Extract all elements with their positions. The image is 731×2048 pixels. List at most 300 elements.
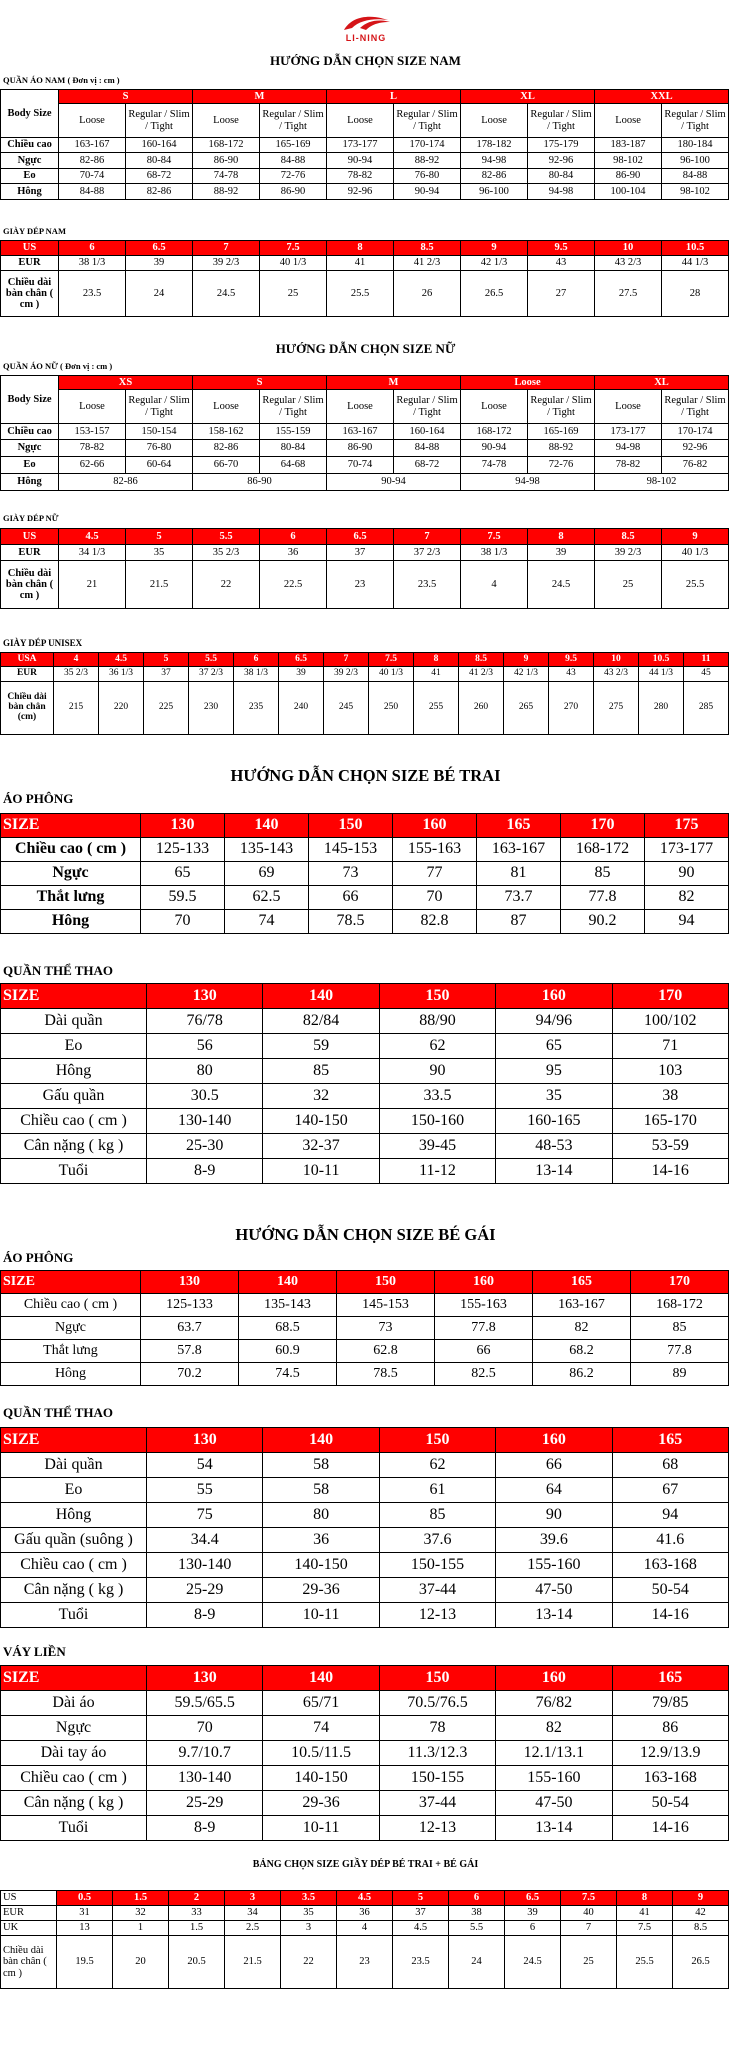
cell: 160 [496,984,612,1009]
table-row [1,184,729,200]
cell: 90-94 [394,184,461,200]
cell: 175 [645,814,729,838]
cell: 168-172 [193,138,260,153]
fit-regular-header: Regular / Slim / Tight [394,104,461,138]
cell: 37-44 [379,1791,495,1816]
cell: 11-12 [379,1159,495,1184]
cell: 94/96 [496,1009,612,1034]
cell: 23.5 [59,271,126,317]
cell: 130-140 [147,1553,263,1578]
body-size-header: Body Size [1,90,59,138]
cell: 9 [662,529,729,545]
cell: 21 [59,561,126,609]
cell: 40 1/3 [260,256,327,271]
table-row [1,153,729,169]
fit-loose-header: Loose [327,390,394,424]
cell: 135-143 [225,838,309,862]
women-apparel-label: QUẦN ÁO NỮ ( Đơn vị : cm ) [3,361,113,371]
cell: 78 [379,1716,495,1741]
table-row [1,1453,729,1478]
cell: 8-9 [147,1603,263,1628]
cell: 76/78 [147,1009,263,1034]
cell: 94-98 [461,153,528,169]
table-row [1,1159,729,1184]
row-label: Thắt lưng [1,1340,141,1363]
women-apparel-table [0,375,729,491]
cell: 80-84 [126,153,193,169]
cell: 140-150 [263,1553,379,1578]
cell: 7.5 [260,241,327,256]
cell: 82-86 [59,474,193,491]
cell: 145-153 [309,838,393,862]
boys-pants-label: QUẦN THỂ THAO [3,963,114,978]
size-header: S [193,376,327,390]
row-label: UK [1,1921,57,1936]
cell: 70-74 [327,457,394,474]
row-label: Chiều cao [1,138,59,153]
cell: 8-9 [147,1816,263,1841]
cell: 14-16 [612,1603,728,1628]
men-shoe-table [0,240,729,317]
cell: 89 [631,1363,729,1386]
cell: 35 [126,545,193,561]
cell: 82-86 [126,184,193,200]
cell: 68-72 [394,457,461,474]
cell: 170-174 [394,138,461,153]
cell: 285 [684,682,729,735]
fit-regular-header: Regular / Slim / Tight [528,390,595,424]
table-row [1,862,729,886]
cell: 42 1/3 [504,667,549,682]
cell: 62.8 [337,1340,435,1363]
girls-shirt-table [0,1270,729,1386]
row-label: Eo [1,457,59,474]
cell: 37 2/3 [189,667,234,682]
table-row [1,1741,729,1766]
cell: 70 [141,910,225,934]
cell: 150 [379,1666,495,1691]
cell: 73 [337,1317,435,1340]
boys-shirt-label: ÁO PHÔNG [3,791,74,806]
cell: 10-11 [263,1816,379,1841]
row-label: SIZE [1,1271,141,1294]
cell: 165 [612,1666,728,1691]
row-label: SIZE [1,1666,147,1691]
cell: 37 [327,545,394,561]
cell: 150-155 [379,1766,495,1791]
row-label: Gấu quần (suông ) [1,1528,147,1553]
table-row [1,1603,729,1628]
row-label: Ngực [1,153,59,169]
cell: 90-94 [327,474,461,491]
row-label: Chiều cao ( cm ) [1,838,141,862]
table-row [1,910,729,934]
size-header: XL [461,90,595,104]
cell: 173-177 [645,838,729,862]
table-row [1,1034,729,1059]
fit-regular-header: Regular / Slim / Tight [662,390,729,424]
cell: 29-36 [263,1791,379,1816]
men-title: HƯỚNG DẪN CHỌN SIZE NAM [270,53,461,68]
cell: 125-133 [141,1294,239,1317]
cell: 90 [379,1059,495,1084]
cell: 140 [225,814,309,838]
cell: 90-94 [327,153,394,169]
cell: 45 [684,667,729,682]
cell: 7 [193,241,260,256]
cell: 39 [126,256,193,271]
cell: 40 [561,1906,617,1921]
cell: 78.5 [309,910,393,934]
row-label: Cân nặng ( kg ) [1,1578,147,1603]
cell: 72-76 [528,457,595,474]
table-row [1,241,729,256]
row-label: Chiều dài bàn chân ( cm ) [1,1936,57,1989]
cell: 61 [379,1478,495,1503]
cell: 140-150 [263,1766,379,1791]
cell: 163-167 [59,138,126,153]
cell: 1.5 [169,1921,225,1936]
cell: 255 [414,682,459,735]
cell: 68.2 [533,1340,631,1363]
cell: 35 2/3 [193,545,260,561]
cell: 26.5 [673,1936,729,1989]
row-label: EUR [1,667,54,682]
cell: 150 [379,984,495,1009]
cell: 5.5 [449,1921,505,1936]
cell: 163-167 [533,1294,631,1317]
kids-shoe-title: BẢNG CHỌN SIZE GIẦY DÉP BÉ TRAI + BÉ GÁI [252,1859,479,1870]
table-row [1,886,729,910]
table-row [1,1134,729,1159]
size-header: L [327,90,461,104]
row-label: Chiều dài bàn chân (cm) [1,682,54,735]
cell: 48-53 [496,1134,612,1159]
cell: 44 1/3 [639,667,684,682]
cell: 250 [369,682,414,735]
cell: 90-94 [461,440,528,457]
table-row [1,1503,729,1528]
cell: 98-102 [595,474,729,491]
cell: 96-100 [461,184,528,200]
fit-regular-header: Regular / Slim / Tight [260,104,327,138]
cell: 4 [337,1921,393,1936]
cell: 22.5 [260,561,327,609]
cell: 31 [57,1906,113,1921]
cell: 168-172 [561,838,645,862]
cell: 12.1/13.1 [496,1741,612,1766]
cell: 73.7 [477,886,561,910]
cell: 84-88 [662,169,729,184]
cell: 54 [147,1453,263,1478]
cell: 20 [113,1936,169,1989]
cell: 140-150 [263,1109,379,1134]
cell: 24.5 [505,1936,561,1989]
table-row [1,1691,729,1716]
cell: 39 2/3 [324,667,369,682]
row-label: Tuổi [1,1159,147,1184]
cell: 85 [379,1503,495,1528]
cell: 70 [393,886,477,910]
table-row [1,424,729,440]
cell: 39.6 [496,1528,612,1553]
cell: 90.2 [561,910,645,934]
cell: 98-102 [595,153,662,169]
table-row [1,545,729,561]
cell: 4.5 [99,653,144,667]
cell: 76-82 [662,457,729,474]
cell: 130 [141,814,225,838]
table-row [1,1009,729,1034]
cell: 165-169 [260,138,327,153]
fit-regular-header: Regular / Slim / Tight [662,104,729,138]
men-apparel-table [0,89,729,200]
cell: 62 [379,1034,495,1059]
row-label: Hông [1,1503,147,1528]
cell: 7 [394,529,461,545]
cell: 88/90 [379,1009,495,1034]
cell: 59 [263,1034,379,1059]
cell: 150-155 [379,1553,495,1578]
cell: 94 [645,910,729,934]
cell: 13 [57,1921,113,1936]
cell: 47-50 [496,1578,612,1603]
cell: 140 [263,984,379,1009]
cell: 62.5 [225,886,309,910]
table-row [1,1936,729,1989]
cell: 26 [394,271,461,317]
cell: 74-78 [461,457,528,474]
cell: 23.5 [394,561,461,609]
cell: 9 [673,1891,729,1906]
cell: 270 [549,682,594,735]
cell: 62-66 [59,457,126,474]
cell: 240 [279,682,324,735]
men-apparel-label: QUẦN ÁO NAM ( Đơn vị : cm ) [3,75,120,85]
cell: 82 [645,886,729,910]
fit-regular-header: Regular / Slim / Tight [528,104,595,138]
cell: 39 2/3 [595,545,662,561]
cell: 77 [393,862,477,886]
cell: 68.5 [239,1317,337,1340]
cell: 163-167 [327,424,394,440]
size-header: S [59,90,193,104]
row-label: US [1,241,59,256]
cell: 76/82 [496,1691,612,1716]
row-label: Dài tay áo [1,1741,147,1766]
row-label: Ngực [1,1317,141,1340]
cell: 130 [147,984,263,1009]
cell: 38 [449,1906,505,1921]
size-header: Loose [461,376,595,390]
cell: 72-76 [260,169,327,184]
row-label: Hông [1,1059,147,1084]
cell: 165-169 [528,424,595,440]
table-row [1,984,729,1009]
cell: 30.5 [147,1084,263,1109]
cell: 41 2/3 [459,667,504,682]
girls-pants-table [0,1427,729,1628]
table-row [1,1716,729,1741]
row-label: Chiều dài bàn chân ( cm ) [1,561,59,609]
row-label: EUR [1,545,59,561]
girls-dress-label: VÁY LIỀN [3,1644,66,1659]
cell: 43 [528,256,595,271]
cell: 77.8 [561,886,645,910]
row-label: Thắt lưng [1,886,141,910]
cell: 6.5 [505,1891,561,1906]
cell: 5 [126,529,193,545]
fit-regular-header: Regular / Slim / Tight [394,390,461,424]
fit-regular-header: Regular / Slim / Tight [126,390,193,424]
cell: 7.5 [461,529,528,545]
cell: 24.5 [193,271,260,317]
girls-pants-label: QUẦN THỂ THAO [3,1405,114,1420]
cell: 90 [645,862,729,886]
cell: 78-82 [327,169,394,184]
cell: 173-177 [327,138,394,153]
cell: 230 [189,682,234,735]
table-row [1,561,729,609]
cell: 60-64 [126,457,193,474]
brand-wordmark: LI-NING [345,33,387,43]
cell: 65/71 [263,1691,379,1716]
cell: 8 [414,653,459,667]
cell: 168-172 [461,424,528,440]
cell: 50-54 [612,1578,728,1603]
table-row [1,1363,729,1386]
cell: 178-182 [461,138,528,153]
table-row [1,440,729,457]
cell: 165 [612,1428,728,1453]
cell: 24.5 [528,561,595,609]
table-row [1,1578,729,1603]
cell: 163-168 [612,1553,728,1578]
cell: 65 [496,1034,612,1059]
cell: 37 2/3 [394,545,461,561]
cell: 20.5 [169,1936,225,1989]
row-label: Ngực [1,1716,147,1741]
cell: 37-44 [379,1578,495,1603]
cell: 160-164 [394,424,461,440]
cell: 170-174 [662,424,729,440]
cell: 24 [126,271,193,317]
unisex-shoe-table [0,652,729,735]
women-shoe-table [0,528,729,609]
cell: 85 [561,862,645,886]
cell: 71 [612,1034,728,1059]
cell: 64-68 [260,457,327,474]
cell: 130-140 [147,1109,263,1134]
cell: 23.5 [393,1936,449,1989]
cell: 7.5 [369,653,414,667]
cell: 2 [169,1891,225,1906]
cell: 88-92 [528,440,595,457]
men-shoe-label: GIÀY DÉP NAM [3,226,66,236]
cell: 21.5 [126,561,193,609]
cell: 66 [309,886,393,910]
row-label: EUR [1,1906,57,1921]
cell: 150-160 [379,1109,495,1134]
size-header: M [327,376,461,390]
cell: 34 [225,1906,281,1921]
cell: 86 [612,1716,728,1741]
cell: 62 [379,1453,495,1478]
table-row [1,653,729,667]
cell: 8 [327,241,394,256]
cell: 280 [639,682,684,735]
table-row [1,1816,729,1841]
cell: 84-88 [394,440,461,457]
cell: 225 [144,682,189,735]
cell: 59.5/65.5 [147,1691,263,1716]
cell: 76-80 [394,169,461,184]
cell: 35 [496,1084,612,1109]
size-header: XS [59,376,193,390]
cell: 92-96 [662,440,729,457]
cell: 11 [684,653,729,667]
row-label: US [1,529,59,545]
cell: 175-179 [528,138,595,153]
cell: 150 [337,1271,435,1294]
cell: 155-163 [393,838,477,862]
cell: 41.6 [612,1528,728,1553]
fit-loose-header: Loose [461,390,528,424]
table-row [1,1791,729,1816]
cell: 8.5 [673,1921,729,1936]
cell: 28 [662,271,729,317]
cell: 26.5 [461,271,528,317]
boys-title: HƯỚNG DẪN CHỌN SIZE BÉ TRAI [230,766,501,785]
cell: 58 [263,1453,379,1478]
cell: 78-82 [595,457,662,474]
table-row [1,838,729,862]
cell: 23 [337,1936,393,1989]
cell: 34 1/3 [59,545,126,561]
row-label: Chiều cao ( cm ) [1,1766,147,1791]
cell: 7 [324,653,369,667]
cell: 3 [225,1891,281,1906]
cell: 9.7/10.7 [147,1741,263,1766]
fit-regular-header: Regular / Slim / Tight [260,390,327,424]
cell: 170 [631,1271,729,1294]
fit-loose-header: Loose [59,104,126,138]
cell: 70.5/76.5 [379,1691,495,1716]
cell: 4.5 [393,1921,449,1936]
cell: 25-29 [147,1578,263,1603]
cell: 42 1/3 [461,256,528,271]
cell: 36 [263,1528,379,1553]
cell: 40 1/3 [662,545,729,561]
cell: 160 [435,1271,533,1294]
cell: 82 [496,1716,612,1741]
table-row [1,1271,729,1294]
cell: 43 2/3 [594,667,639,682]
cell: 8.5 [459,653,504,667]
cell: 215 [54,682,99,735]
cell: 6 [505,1921,561,1936]
table-row [1,1553,729,1578]
size-header: M [193,90,327,104]
cell: 78.5 [337,1363,435,1386]
cell: 165 [477,814,561,838]
cell: 74-78 [193,169,260,184]
cell: 85 [263,1059,379,1084]
cell: 36 [260,545,327,561]
cell: 60.9 [239,1340,337,1363]
table-row [1,1109,729,1134]
cell: 4.5 [59,529,126,545]
